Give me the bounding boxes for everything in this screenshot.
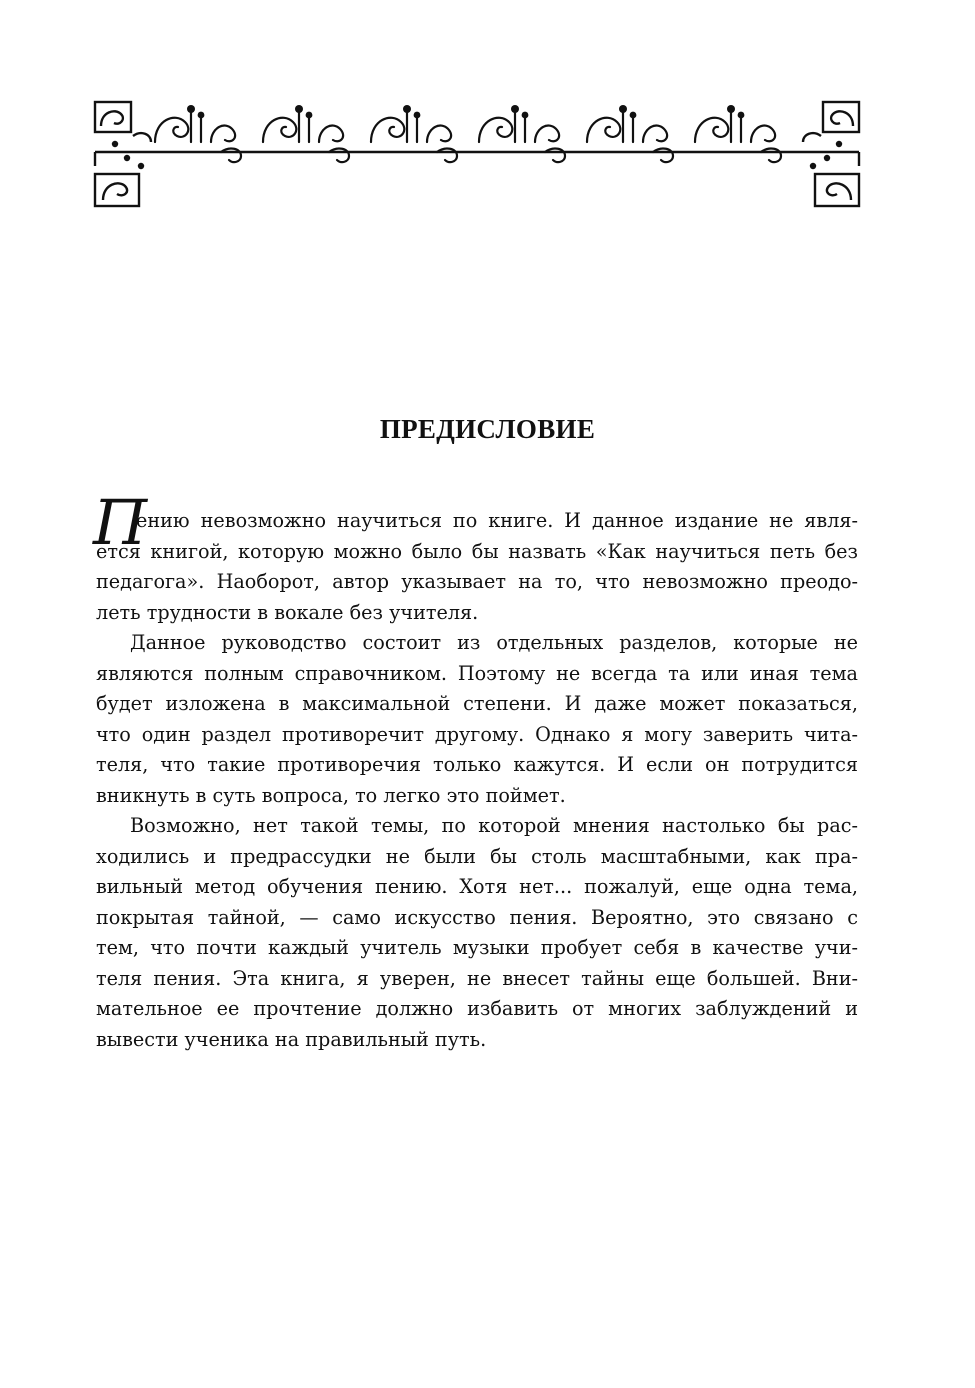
drop-cap: П <box>93 486 148 559</box>
decorative-header-border <box>93 96 861 210</box>
right-corner-ornament <box>803 102 859 206</box>
paragraph <box>93 486 858 628</box>
text-line: будет изложена в максимальной степени. И даже может показаться, <box>96 692 858 715</box>
text-line: мательное ее прочтение должно избавить от многих заблуждений и <box>96 997 858 1020</box>
chapter-heading: ПРЕДИСЛОВИЕ <box>379 414 596 444</box>
text-line: вильный метод обучения пению. Хотя нет... пожалуй, еще одна тема, <box>96 875 858 898</box>
text-line: Данное руководство состоит из отдельных разделов, которые не <box>130 631 858 654</box>
text-line: ется книгой, которую можно было бы назвать «Как научиться петь без <box>96 539 858 563</box>
text-line: вывести ученика на правильный путь. <box>96 1027 487 1051</box>
paragraph <box>96 628 858 811</box>
text-line: П ению невозможно научиться по книге. И данное издание не явля- <box>93 486 858 559</box>
text-line: вникнуть в суть вопроса, то легко это поймет. <box>96 783 566 807</box>
text-line: тем, что почти каждый учитель музыки пробует себя в качестве учи- <box>96 936 858 959</box>
text-line: теля, что такие противоречия только кажутся. И если он потрудится <box>96 753 858 776</box>
text-line: Возможно, нет такой темы, по которой мнения настолько бы рас- <box>130 814 858 837</box>
paragraph <box>96 811 858 1055</box>
text-line: ходились и предрассудки не были бы столь масштабными, как пра- <box>96 844 858 868</box>
ornament-motif-row <box>155 112 781 162</box>
text-line: являются полным справочником. Поэтому не всегда та или иная тема <box>96 661 858 685</box>
preface-body <box>93 486 858 1055</box>
text-line: педагога». Наоборот, автор указывает на то, что невозможно преодо- <box>96 570 858 593</box>
left-corner-ornament <box>95 102 151 206</box>
text-line: что один раздел противоречит другому. Однако я могу заверить чита- <box>96 722 858 746</box>
text-line: теля пения. Эта книга, я уверен, не внесет тайны еще большей. Вни- <box>96 966 858 990</box>
text-line: леть трудности в вокале без учителя. <box>96 600 479 624</box>
text-line: покрытая тайной, — само искусство пения. Вероятно, это связано с <box>96 905 858 929</box>
